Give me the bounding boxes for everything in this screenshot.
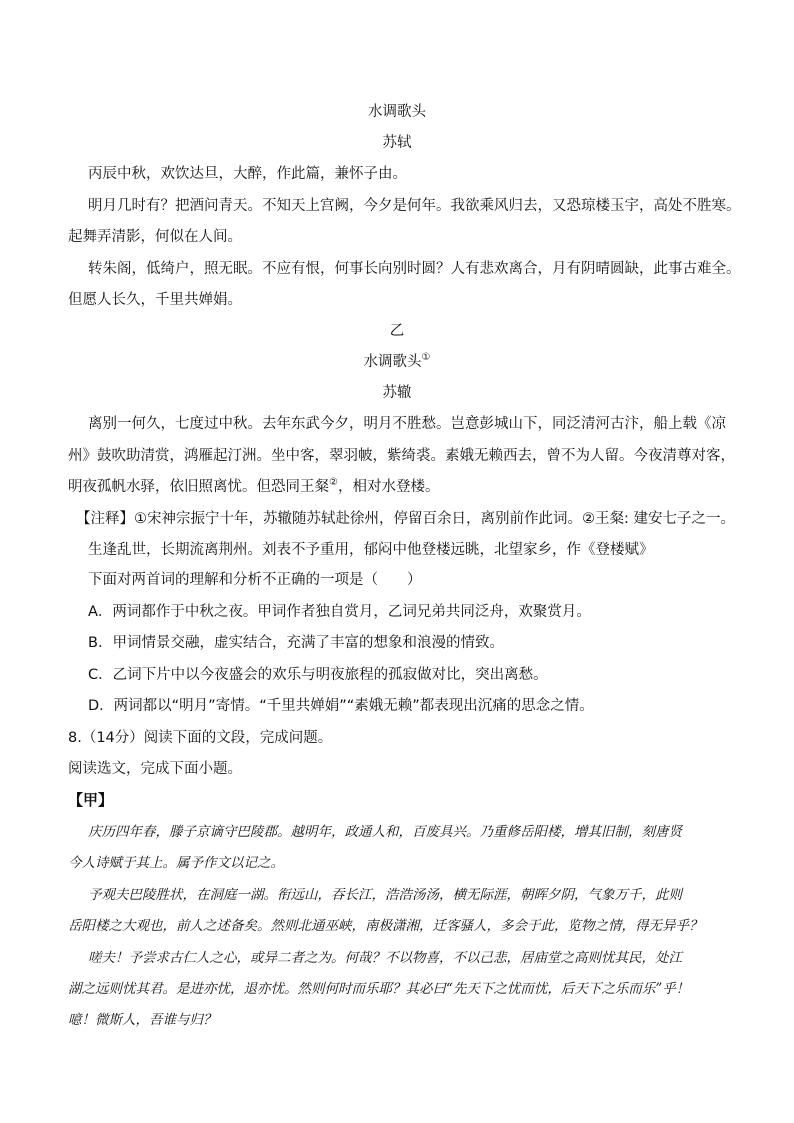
poem-jia-title: 水调歌头 <box>368 104 426 120</box>
question-option: B．甲词情景交融，虚实结合，充满了丰富的想象和浪漫的情致。 <box>88 635 504 651</box>
poem-yi-line: 州》鼓吹助清赏，鸿雁起汀洲。坐中客，翠羽帔，紫绮裘。素娥无赖西去，曾不为人留。今夜清尊对客， <box>68 448 735 464</box>
question-option: C．乙词下片中以今夜盛会的欢乐与明夜旅程的孤寂做对比，突出离愁。 <box>88 667 548 683</box>
poem-jia-preface: 丙辰中秋，欢饮达旦，大醉，作此篇，兼怀子由。 <box>88 166 407 182</box>
q8-instruction: 阅读选文，完成下面小题。 <box>68 761 242 777</box>
poem-jia-line: 起舞弄清影，何似在人间。 <box>68 229 242 245</box>
passage-line: 庆历四年春，滕子京谪守巴陵郡。越明年，政通人和，百废具兴。乃重修岳阳楼，增其旧制，刻唐贤 <box>88 824 682 840</box>
passage-line: 予观夫巴陵胜状，在洞庭一湖。衔远山，吞长江，浩浩汤汤，横无际涯，朝晖夕阴，气象万千，此则 <box>88 887 682 903</box>
question-option: A．两词都作于中秋之夜。甲词作者独自赏月，乙词兄弟共同泛舟，欢聚赏月。 <box>88 604 591 620</box>
section-label-jia: 【甲】 <box>68 791 114 809</box>
passage-line: 湖之远则忧其君。是进亦忧，退亦忧。然则何时而乐耶？其必曰“先天下之忧而忧，后天下之乐而乐”乎！ <box>68 981 690 997</box>
passage-line: 岳阳楼之大观也，前人之述备矣。然则北通巫峡，南极潇湘，迁客骚人，多会于此，览物之情，得无异乎？ <box>68 918 703 934</box>
passage-line: 今人诗赋于其上。属予作文以记之。 <box>68 855 284 871</box>
passage-line: 嗟夫！予尝求古仁人之心，或异二者之为。何哉？不以物喜，不以己悲，居庙堂之高则忧其民，处江 <box>88 950 682 966</box>
question-stem: 下面对两首词的理解和分析不正确的一项是（ ） <box>88 572 422 588</box>
poem-yi-line <box>68 477 728 497</box>
question-option: D．两词都以“明月”寄情。“千里共婵娟”“素娥无赖”都表现出沉痛的思念之情。 <box>88 698 594 714</box>
poem-yi-title-text: 水调歌头 <box>363 354 422 370</box>
poem-yi-line-part: ，相对水登楼。 <box>337 479 440 495</box>
poem-yi-line: 离别一何久，七度过中秋。去年东武今夕，明月不胜愁。岂意彭城山下，同泛清河古汴，船上载《凉 <box>88 416 726 432</box>
poem-jia-author: 苏轼 <box>382 135 412 151</box>
poem-jia-line: 转朱阁，低绮户，照无眠。不应有恨，何事长向别时圆？人有悲欢离合，月有阴晴圆缺，此事古难全。 <box>88 261 741 277</box>
footnote-marker: ① <box>421 352 431 364</box>
footnote-marker: ② <box>329 477 338 489</box>
poem-yi-line-part: 明夜孤帆水驿，依旧照离忧。但恐同王粲 <box>68 479 329 495</box>
passage-line: 噫！微斯人，吾谁与归？ <box>68 1012 217 1028</box>
poem-jia-line: 明月几时有？把酒问青天。不知天上宫阙，今夕是何年。我欲乘风归去，又恐琼楼玉宇，高处不胜寒。 <box>88 198 741 214</box>
notes-line: 生逢乱世，长期流离荆州。刘表不予重用，郁闷中他登楼远眺，北望家乡，作《登楼赋》 <box>88 542 654 558</box>
poem-jia-line: 但愿人长久，千里共婵娟。 <box>68 292 242 308</box>
notes-line: 【注释】①宋神宗振宁十年，苏辙随苏轼赴徐州，停留百余日，离别前作此词。②王粲: 建安七子之一。 <box>76 511 735 527</box>
poem-yi-author: 苏辙 <box>382 385 412 401</box>
q8-heading: 8.（14分）阅读下面的文段，完成问题。 <box>68 730 333 746</box>
poem-yi-label: 乙 <box>389 323 405 339</box>
poem-yi-title <box>0 352 794 372</box>
